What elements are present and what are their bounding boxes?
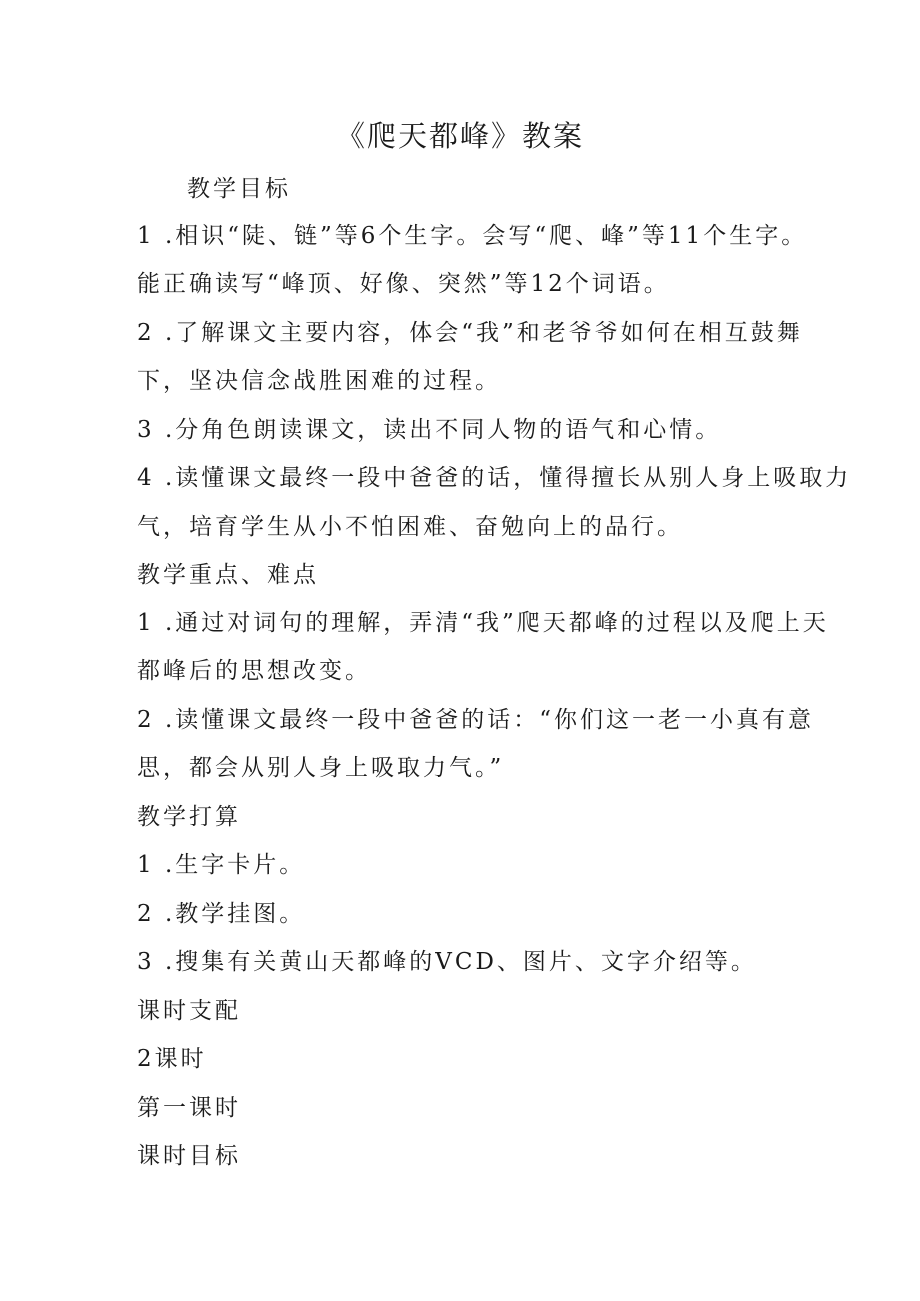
- paragraph-line: 都峰后的思想改变。: [137, 658, 371, 684]
- section-heading-schedule: 课时支配: [137, 998, 241, 1024]
- paragraph-line: 2 .教学挂图。: [137, 901, 306, 927]
- paragraph-line: 思，都会从别人身上吸取力气。”: [137, 755, 505, 781]
- section-heading-key-points: 教学重点、难点: [137, 562, 319, 588]
- paragraph-line: 3 .搜集有关黄山天都峰的VCD、图片、文字介绍等。: [137, 949, 757, 975]
- paragraph-line: 下，坚决信念战胜困难的过程。: [137, 368, 501, 394]
- section-heading-first-lesson: 第一课时: [137, 1095, 241, 1121]
- section-heading-goals: 教学目标: [187, 176, 291, 202]
- paragraph-line: 2 .读懂课文最终一段中爸爸的话：“你们这一老一小真有意: [137, 707, 815, 733]
- paragraph-line: 4 .读懂课文最终一段中爸爸的话，懂得擅长从别人身上吸取力: [137, 465, 852, 491]
- paragraph-line: 1 .通过对词句的理解，弄清“我”爬天都峰的过程以及爬上天: [137, 610, 829, 636]
- paragraph-line: 能正确读写“峰顶、好像、突然”等12个词语。: [137, 271, 670, 297]
- section-heading-preparation: 教学打算: [137, 804, 241, 830]
- paragraph-line: 2 .了解课文主要内容，体会“我”和老爷爷如何在相互鼓舞: [137, 320, 803, 346]
- paragraph-line: 1 .生字卡片。: [137, 852, 306, 878]
- paragraph-line: 1 .相识“陡、链”等6个生字。会写“爬、峰”等11个生字。: [137, 223, 808, 249]
- paragraph-line: 3 .分角色朗读课文，读出不同人物的语气和心情。: [137, 417, 722, 443]
- section-heading-lesson-goals: 课时目标: [137, 1143, 241, 1169]
- paragraph-line: 气，培育学生从小不怕困难、奋勉向上的品行。: [137, 514, 683, 540]
- paragraph-line: 2课时: [137, 1046, 207, 1072]
- document-title: 《爬天都峰》教案: [335, 119, 584, 153]
